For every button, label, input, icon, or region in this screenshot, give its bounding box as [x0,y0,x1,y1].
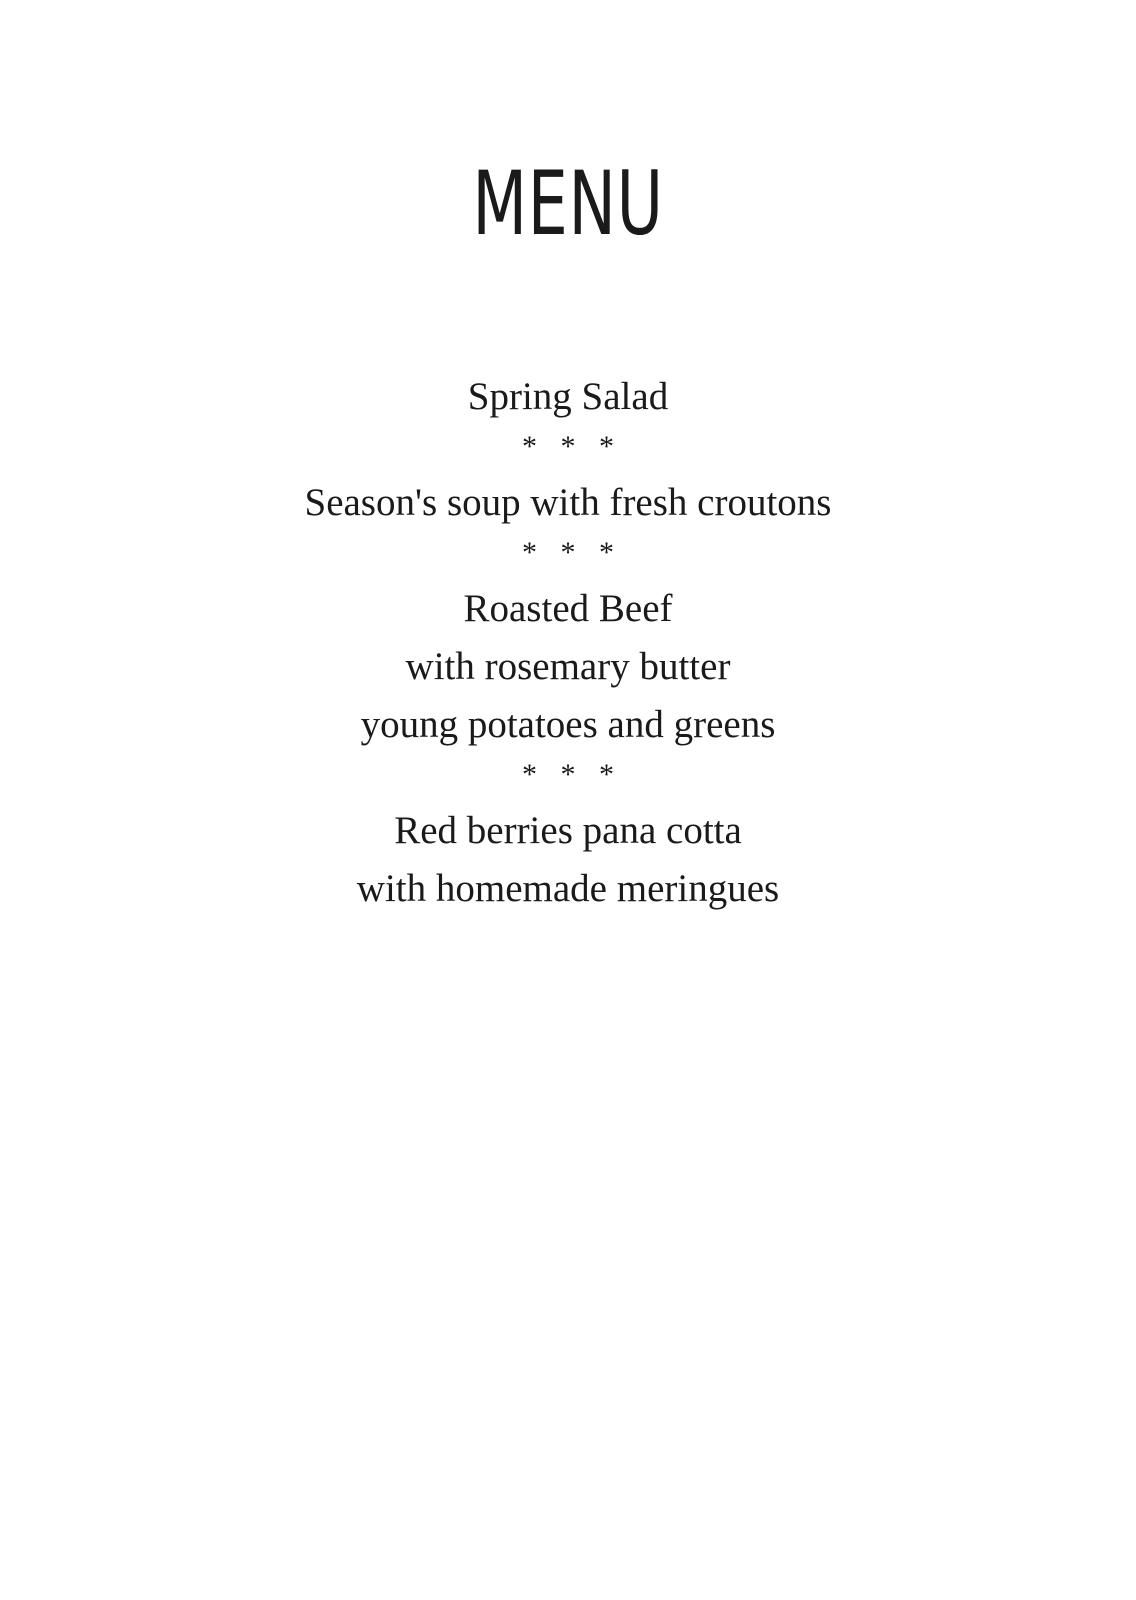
course-line: Season's soup with fresh croutons [304,481,832,524]
course-line: Roasted Beef [463,587,673,630]
course-separator: * * * [522,758,622,791]
course-line: Spring Salad [467,375,669,418]
course-main [0,580,1136,754]
course-line: Red berries pana cotta [394,809,742,852]
course-separator: * * * [522,536,622,569]
menu-list [0,368,1136,918]
course-dessert [0,802,1136,918]
menu-title: MENU [472,152,664,255]
course-line: with homemade meringues [356,867,780,910]
course-separator: * * * [522,430,622,463]
course-line: with rosemary butter [405,645,731,688]
course-line: young potatoes and greens [360,703,776,746]
